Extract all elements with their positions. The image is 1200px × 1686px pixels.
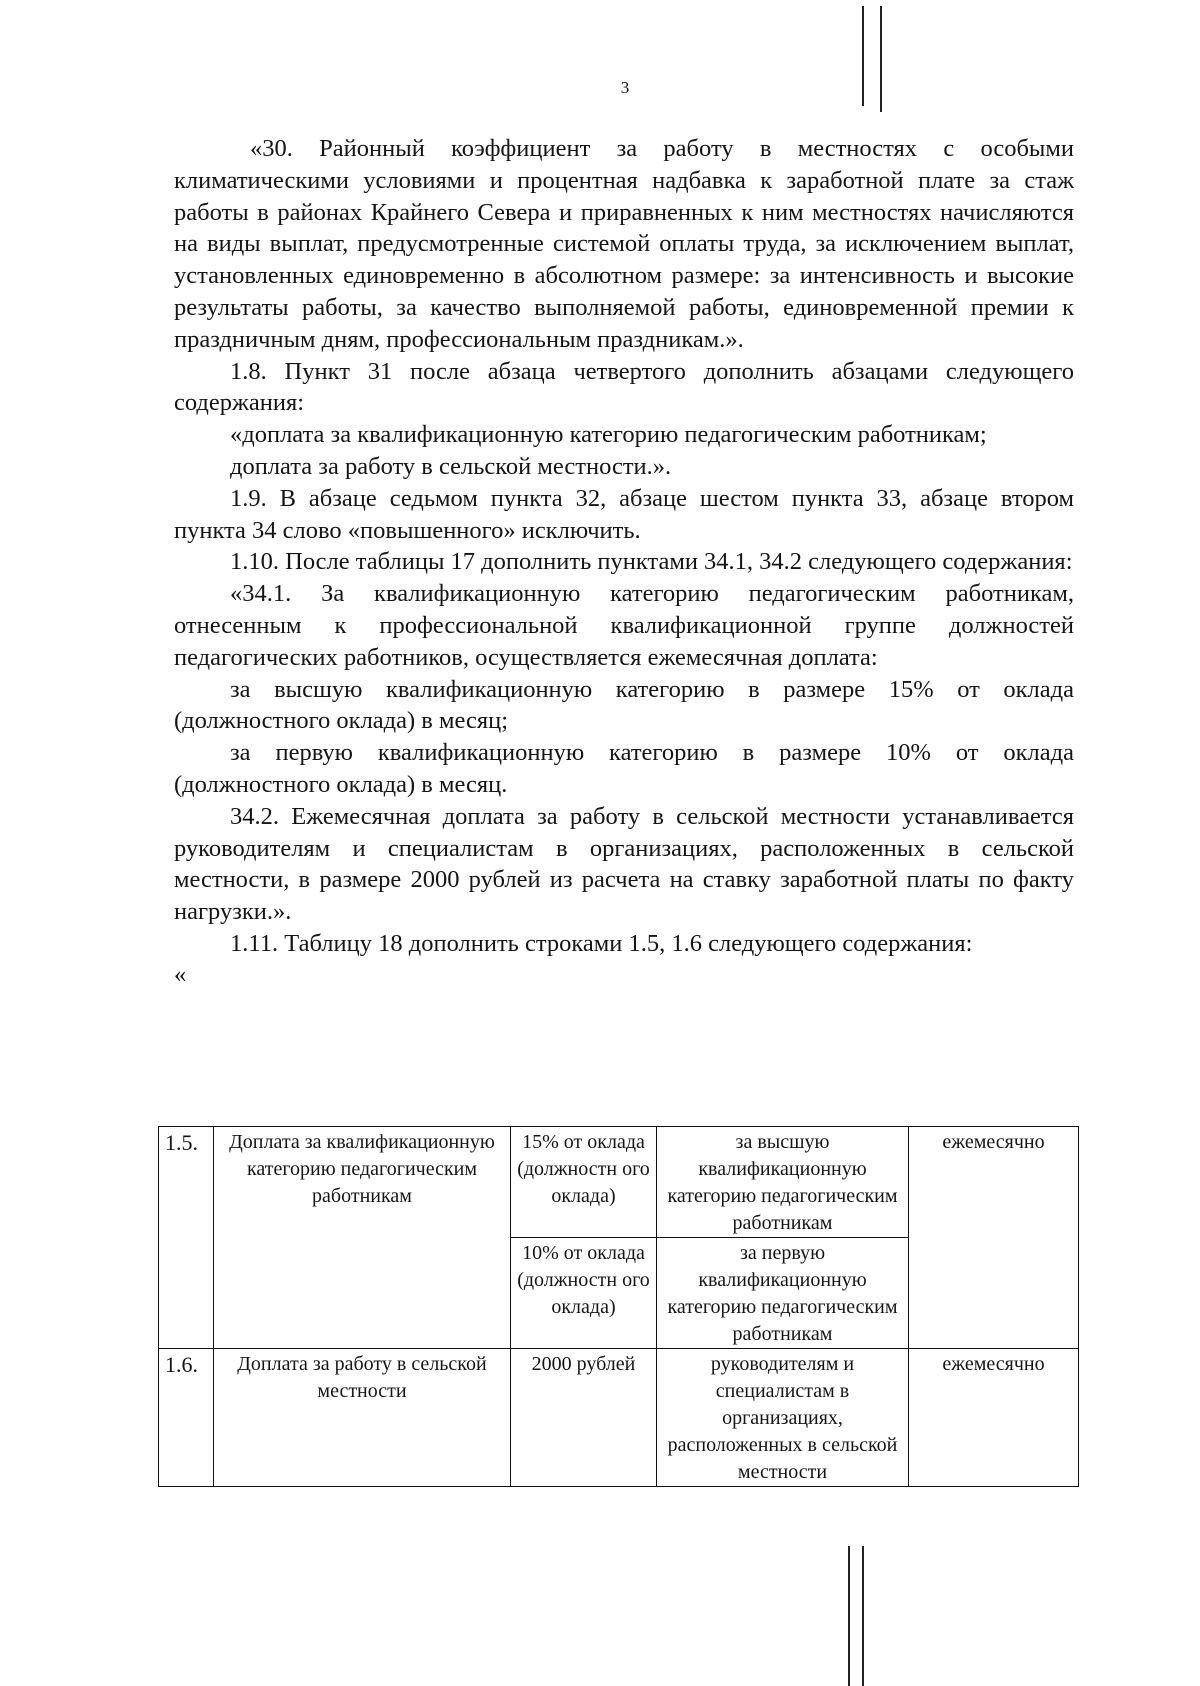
paragraph-1-8: 1.8. Пункт 31 после абзаца четвертого дополнить абзацами следующего содержания: <box>174 357 1074 417</box>
table-18-additions <box>158 1126 1079 1487</box>
payment-period: ежемесячно <box>909 1127 1079 1349</box>
scan-binding-line-bottom-left <box>848 1546 850 1686</box>
paragraph-1-11: 1.11. Таблицу 18 дополнить строками 1.5, 1.6 следующего содержания: <box>230 929 973 957</box>
table-row-1-6 <box>159 1349 1079 1487</box>
table-open-quote: « <box>174 960 187 988</box>
payment-condition: руководителям и специалистам в организациях, расположенных в сельской местности <box>657 1349 909 1487</box>
payment-amount: 10% от оклада (должностн ого оклада) <box>511 1238 657 1349</box>
scan-binding-line-top-left <box>862 6 864 106</box>
payment-period: ежемесячно <box>909 1349 1079 1487</box>
payment-name: Доплата за квалификационную категорию педагогическим работникам <box>214 1127 511 1349</box>
table-row-1-5 <box>159 1127 1079 1238</box>
paragraph-34-2: 34.2. Ежемесячная доплата за работу в сельской местности устанавливается руководителям и специалистам в организациях, расположенных в сельской местности, в размере 2000 рублей из расчета на ставку заработной платы по факту нагрузки.». <box>174 802 1074 926</box>
paragraph-1-8-item-b: доплата за работу в сельской местности.». <box>230 452 672 480</box>
scan-binding-line-bottom-right <box>862 1546 864 1686</box>
paragraph-34-1-item-a: за высшую квалификационную категорию в размере 15% от оклада (должностного оклада) в месяц; <box>174 675 1074 735</box>
paragraph-1-8-item-a: «доплата за квалификационную категорию педагогическим работникам; <box>230 421 987 449</box>
payment-amount: 15% от оклада (должностн ого оклада) <box>511 1127 657 1238</box>
payment-name: Доплата за работу в сельской местности <box>214 1349 511 1487</box>
scan-binding-line-top-right <box>880 6 882 112</box>
paragraph-1-9: 1.9. В абзаце седьмом пункта 32, абзаце шестом пункта 33, абзаце втором пункта 34 слово «повышенного» исключить. <box>174 484 1074 544</box>
page-number: 3 <box>620 78 630 97</box>
document-body <box>174 133 1074 990</box>
payment-amount: 2000 рублей <box>511 1349 657 1487</box>
row-number: 1.5. <box>159 1127 214 1349</box>
payment-condition: за первую квалификационную категорию педагогическим работникам <box>657 1238 909 1349</box>
paragraph-34-1-item-b: за первую квалификационную категорию в размере 10% от оклада (должностного оклада) в месяц. <box>174 739 1074 798</box>
paragraph-34-1: «34.1. За квалификационную категорию педагогическим работникам, отнесенным к профессиональной квалификационной группе должностей педагогических работников, осуществляется ежемесячная доплата: <box>174 580 1074 671</box>
paragraph-1-10: 1.10. После таблицы 17 дополнить пунктами 34.1, 34.2 следующего содержания: <box>230 548 1073 576</box>
row-number: 1.6. <box>159 1349 214 1487</box>
payment-condition: за высшую квалификационную категорию педагогическим работникам <box>657 1127 909 1238</box>
paragraph-30: «30. Районный коэффициент за работу в местностях с особыми климатическими условиями и процентная надбавка к заработной плате за стаж работы в районах Крайнего Севера и приравненных к ним местностях начисляются на виды выплат, предусмотренные системой оплаты труда, за исключением выплат, установленных единовременно в абсолютном размере: за интенсивность и высокие результаты работы, за качество выполняемой работы, единовременной премии к праздничным дням, профессиональным праздникам.». <box>174 135 1074 353</box>
